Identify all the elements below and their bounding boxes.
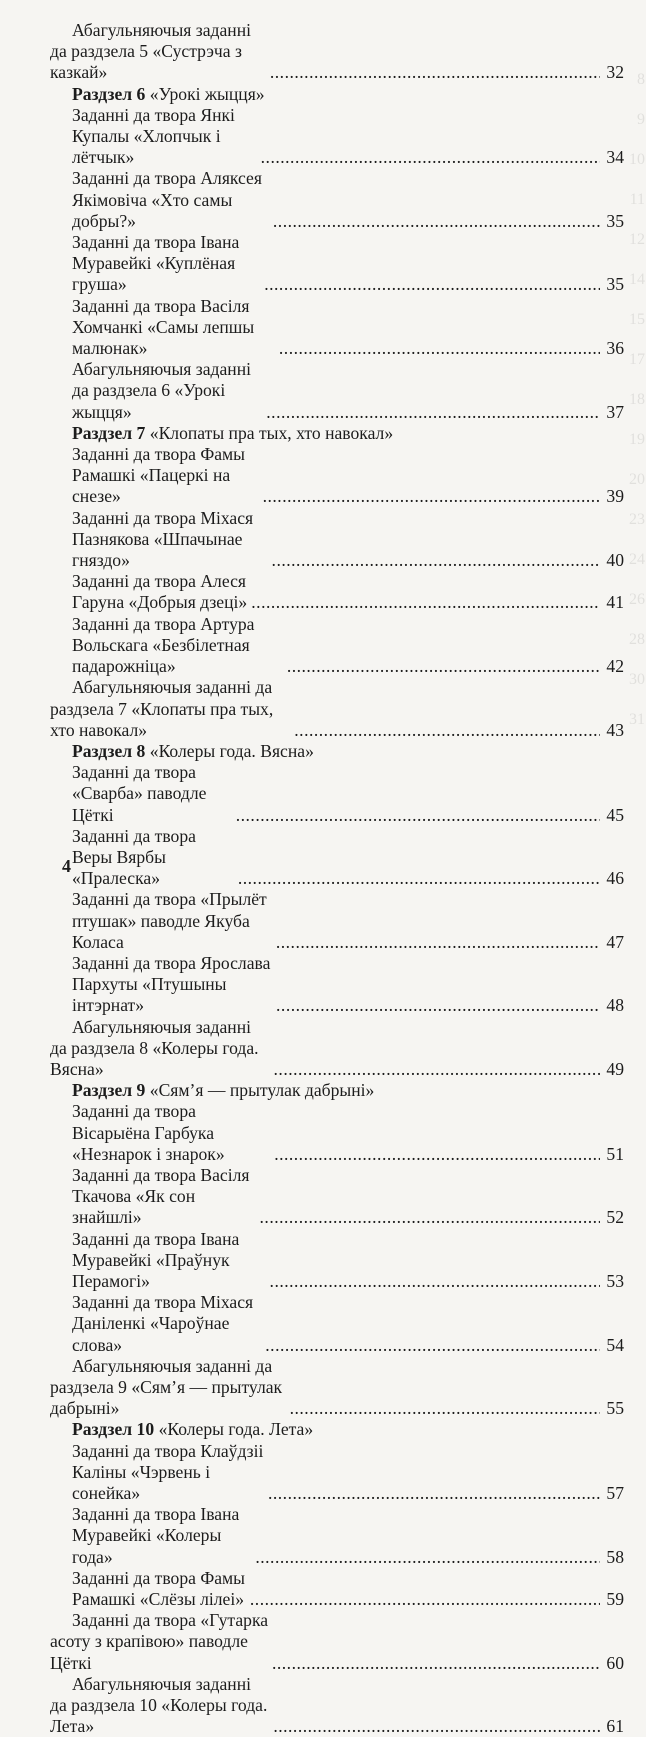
section-number: Раздзел 8 [72, 740, 146, 761]
section-number: Раздзел 7 [72, 422, 146, 443]
table-of-contents [50, 20, 624, 1737]
section-number: Раздзел 9 [72, 1080, 146, 1101]
toc-entry-page: 34 [606, 147, 624, 168]
toc-entry [50, 889, 624, 953]
toc-entry [50, 1568, 624, 1610]
toc-entry-title: Заданні да твора Фамы Рамашкі «Пацеркі на снезе» [72, 444, 245, 507]
leader-dots [270, 1271, 600, 1292]
toc-entry-title: Заданні да твора Алеся Гаруна «Добрыя дзеці» [72, 571, 248, 613]
toc-entry-title: Заданні да твора Івана Муравейкі «Куплёная груша» [72, 232, 240, 295]
toc-entry [50, 1165, 624, 1229]
toc-entry-title: Заданні да твора Клаўдзіі Каліны «Чэрвень і сонейка» [72, 1440, 264, 1504]
section-heading [50, 1080, 624, 1101]
toc-entry [50, 571, 624, 613]
toc-entry-title: Заданні да твора Івана Муравейкі «Праўнук Перамогі» [72, 1228, 240, 1291]
section-heading [50, 84, 624, 105]
toc-entry [50, 168, 624, 232]
leader-dots [274, 1059, 600, 1080]
toc-entry-page: 47 [606, 931, 624, 952]
toc-entry-page: 58 [606, 1546, 624, 1567]
toc-entry-title: Заданні да твора Фамы Рамашкі «Слёзы лілеі» [72, 1567, 245, 1610]
toc-entry [50, 1504, 624, 1568]
leader-dots [255, 1547, 600, 1568]
leader-dots [272, 550, 600, 571]
section-title: «Сям’я — прытулак дабрыні» [149, 1080, 375, 1101]
leader-dots [279, 338, 600, 359]
section-number: Раздзел 10 [72, 1419, 155, 1440]
leader-dots [276, 995, 600, 1016]
toc-entry-page: 40 [606, 550, 624, 571]
toc-entry-page: 55 [606, 1398, 624, 1419]
leader-dots [251, 592, 600, 613]
leader-dots [294, 720, 600, 741]
toc-entry-page: 32 [606, 62, 624, 83]
toc-entry-title: Заданні да твора Вісарыёна Гарбука «Незнарок і знарок» [72, 1101, 225, 1164]
leader-dots [273, 1716, 600, 1737]
toc-entry-page: 51 [606, 1143, 624, 1164]
section-heading [50, 1419, 624, 1440]
toc-entry-page: 53 [606, 1270, 624, 1291]
page-number: 4 [62, 856, 71, 876]
toc-entry-page: 42 [606, 656, 624, 677]
section-heading [50, 741, 624, 762]
leader-dots [287, 656, 600, 677]
toc-entry-title: Абагульняючыя заданні да раздзела 9 «Сям’я — прытулак дабрыні» [50, 1355, 283, 1419]
toc-entry-title: Абагульняючыя заданні да раздзела 6 «Урокі жыцця» [72, 359, 251, 422]
toc-entry-page: 59 [606, 1589, 624, 1610]
leader-dots [272, 1653, 600, 1674]
toc-entry-page: 60 [606, 1652, 624, 1673]
toc-entry [50, 826, 624, 890]
toc-entry-page: 37 [606, 401, 624, 422]
toc-entry [50, 762, 624, 826]
toc-entry-title: Заданні да твора Ярослава Пархуты «Птушыны інтэрнат» [72, 952, 271, 1016]
toc-entry-title: Заданні да твора Івана Муравейкі «Колеры года» [72, 1504, 240, 1567]
leader-dots [276, 932, 600, 953]
bleed-through: 8 9 10 11 12 14 15 17 18 19 20 23 24 26 28 30 31 [629, 71, 645, 728]
toc-entry [50, 359, 624, 423]
toc-entry [50, 1017, 624, 1081]
leader-dots [274, 1144, 600, 1165]
toc-entry [50, 614, 624, 678]
leader-dots [261, 147, 600, 168]
toc-entry-page: 35 [606, 210, 624, 231]
toc-entry-title: Заданні да твора «Гутарка асоту з крапівою» паводле Цёткі [50, 1610, 269, 1673]
leader-dots [260, 1207, 600, 1228]
toc-entry [50, 1356, 624, 1420]
toc-entry-title: Заданні да твора Веры Вярбы «Пралеска» [72, 825, 196, 889]
toc-entry-page: 35 [606, 274, 624, 295]
toc-entry-title: Заданні да твора Васіля Ткачова «Як сон знайшлі» [72, 1164, 250, 1228]
leader-dots [236, 805, 600, 826]
toc-entry [50, 508, 624, 572]
toc-entry [50, 1229, 624, 1293]
toc-entry [50, 953, 624, 1017]
leader-dots [266, 402, 600, 423]
toc-entry-title: Абагульняючыя заданні да раздзела 8 «Колеры года. Вясна» [50, 1016, 259, 1079]
toc-entry-title: Абагульняючыя заданні да раздзела 7 «Клопаты пра тых, хто навокал» [50, 677, 274, 740]
leader-dots [263, 486, 600, 507]
leader-dots [290, 1398, 600, 1419]
toc-entry-page: 54 [606, 1334, 624, 1355]
section-title: «Клопаты пра тых, хто навокал» [149, 422, 394, 443]
toc-entry-page: 52 [606, 1207, 624, 1228]
section-heading [50, 423, 624, 444]
toc-entry-page: 39 [606, 486, 624, 507]
toc-entry [50, 296, 624, 360]
toc-entry-page: 43 [606, 719, 624, 740]
toc-entry-title: Заданні да твора Міхася Даніленкі «Чароўнае слова» [72, 1292, 254, 1355]
leader-dots [264, 274, 600, 295]
toc-entry [50, 1441, 624, 1505]
toc-entry-page: 57 [606, 1483, 624, 1504]
toc-entry-title: Заданні да твора Аляксея Якімовіча «Хто самы добры?» [72, 168, 262, 231]
toc-entry-page: 45 [606, 804, 624, 825]
section-title: «Урокі жыцця» [149, 83, 265, 104]
section-title: «Колеры года. Лета» [158, 1419, 314, 1440]
toc-entry [50, 444, 624, 508]
toc-entry [50, 1610, 624, 1674]
toc-entry [50, 105, 624, 169]
toc-entry-page: 46 [606, 868, 624, 889]
toc-entry-page: 48 [606, 995, 624, 1016]
leader-dots [268, 1483, 600, 1504]
toc-entry-title: Заданні да твора Міхася Пазнякова «Шпачынае гняздо» [72, 507, 254, 571]
section-title: «Колеры года. Вясна» [149, 740, 314, 761]
toc-entry-title: Заданні да твора Янкі Купалы «Хлопчык і лётчык» [72, 104, 235, 168]
toc-entry [50, 1101, 624, 1165]
leader-dots [273, 211, 600, 232]
leader-dots [265, 1335, 600, 1356]
toc-entry-title: Заданні да твора «Сварба» паводле Цёткі [72, 762, 207, 825]
toc-entry [50, 677, 624, 741]
toc-entry-title: Заданні да твора «Прылёт птушак» паводле Якуба Коласа [72, 889, 267, 952]
toc-entry-title: Абагульняючыя заданні да раздзела 10 «Колеры года. Лета» [50, 1673, 268, 1737]
section-number: Раздзел 6 [72, 83, 146, 104]
leader-dots [250, 1589, 600, 1610]
toc-entry-page: 61 [606, 1716, 624, 1737]
toc-entry-title: Абагульняючыя заданні да раздзела 5 «Сустрэча з казкай» [50, 20, 251, 83]
toc-entry-page: 36 [606, 338, 624, 359]
toc-entry [50, 232, 624, 296]
toc-entry [50, 1674, 624, 1737]
toc-entry [50, 20, 624, 84]
toc-entry-title: Заданні да твора Васіля Хомчанкі «Самы лепшы малюнак» [72, 295, 255, 359]
leader-dots [270, 62, 600, 83]
toc-entry-title: Заданні да твора Артура Вольскага «Безбілетная падарожніца» [72, 613, 255, 677]
toc-entry-page: 41 [606, 592, 624, 613]
toc-entry [50, 1292, 624, 1356]
leader-dots [238, 868, 600, 889]
toc-entry-page: 49 [606, 1058, 624, 1079]
